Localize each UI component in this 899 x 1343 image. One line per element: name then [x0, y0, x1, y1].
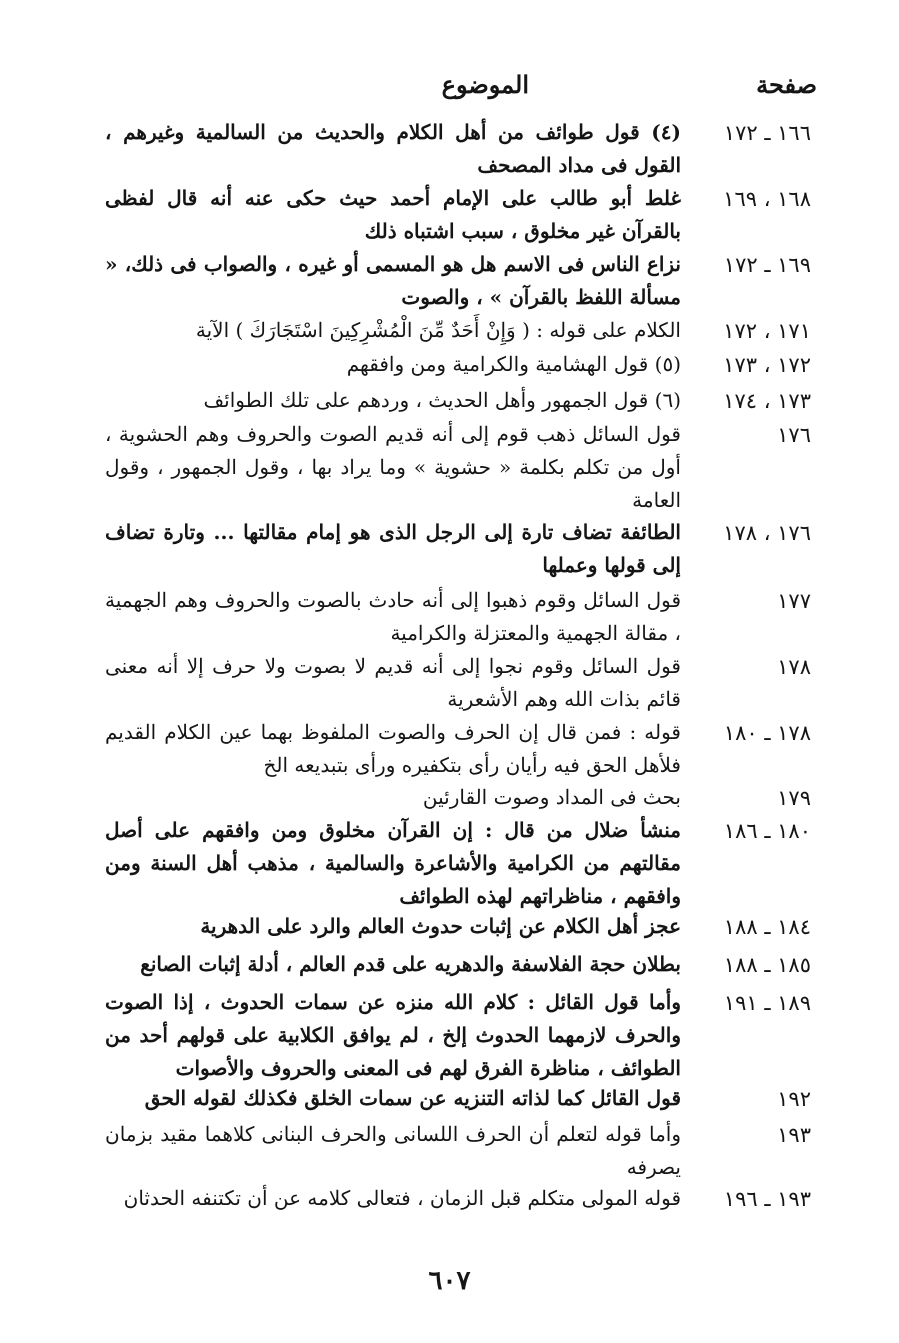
entry-text: قول القائل كما لذاته التنزيه عن سمات الخلق فكذلك لقوله الحق [144, 1086, 681, 1110]
entry-pages: ١٧٧ [777, 589, 811, 613]
page-number: ٦٠٧ [428, 1266, 471, 1296]
entry-pages: ١٧١ ، ١٧٢ [723, 319, 811, 343]
entry-pages: ١٦٨ ، ١٦٩ [723, 187, 811, 211]
entry-pages: ١٦٩ ـ ١٧٢ [723, 253, 811, 277]
entry-text: عجز أهل الكلام عن إثبات حدوث العالم والرد على الدهرية [200, 914, 681, 938]
entry-text: بطلان حجة الفلاسفة والدهريه على قدم العالم ، أدلة إثبات الصانع [140, 952, 681, 976]
entry-text: منشأ ضلال من قال : إن القرآن مخلوق ومن وافقهم على أصل مقالتهم من الكرامية والأشاعرة والسالمية ، مذهب أهل السنة ومن وافقهم ، مناظراتهم لهذه الطوائف [105, 818, 681, 908]
page-column-header: صفحة [756, 70, 817, 99]
topic-column-header: الموضوع [441, 70, 529, 99]
entry-pages: ١٨٤ ـ ١٨٨ [723, 915, 811, 939]
entry-text: وأما قول القائل : كلام الله منزه عن سمات الحدوث ، إذا الصوت والحرف لازمهما الحدوث إلخ ، لم يوافق الكلابية على قولهم أحد من الطوائف ، مناظرة الفرق لهم فى المعنى والحروف والأصوات [105, 990, 681, 1080]
entry-pages: ١٧٨ ـ ١٨٠ [723, 721, 811, 745]
entry-text: قول السائل ذهب قوم إلى أنه قديم الصوت والحروف وهم الحشوية ، أول من تكلم بكلمة « حشوية » وما يراد بها ، وقول الجمهور ، وقول العامة [105, 422, 681, 512]
entry-text: نزاع الناس فى الاسم هل هو المسمى أو غيره ، والصواب فى ذلك، « مسألة اللفظ بالقرآن » ، والصوت [105, 252, 681, 309]
entry-pages: ١٨٥ ـ ١٨٨ [723, 953, 811, 977]
entry-pages: ١٧٣ ، ١٧٤ [723, 389, 811, 413]
entry-pages: ١٨٠ ـ ١٨٦ [723, 819, 811, 843]
entry-pages: ١٩٣ [777, 1123, 811, 1147]
entry-text: بحث فى المداد وصوت القارئين [422, 785, 681, 809]
entry-pages: ١٧٢ ، ١٧٣ [723, 353, 811, 377]
entry-text: (٦) قول الجمهور وأهل الحديث ، وردهم على تلك الطوائف [203, 388, 681, 412]
entry-pages: ١٧٦ ، ١٧٨ [723, 521, 811, 545]
entry-text: وأما قوله لتعلم أن الحرف اللسانى والحرف البنانى كلاهما مقيد بزمان يصرفه [105, 1122, 681, 1179]
entry-text: الكلام على قوله : ( وَإِنْ أَحَدٌ مِّنَ الْمُشْرِكِينَ اسْتَجَارَكَ ) الآية [195, 318, 681, 342]
entry-text: الطائفة تضاف تارة إلى الرجل الذى هو إمام مقالتها ... وتارة تضاف إلى قولها وعملها [105, 520, 681, 577]
entry-text: قول السائل وقوم نجوا إلى أنه قديم لا بصوت ولا حرف إلا أنه معنى قائم بذات الله وهم الأشعرية [105, 654, 681, 711]
entry-pages: ١٩٢ [777, 1087, 811, 1111]
entry-text: (٥) قول الهشامية والكرامية ومن وافقهم [346, 352, 681, 376]
entry-text: قوله المولى متكلم قبل الزمان ، فتعالى كلامه عن أن تكتنفه الحدثان [123, 1186, 681, 1210]
entry-pages: ١٩٣ ـ ١٩٦ [723, 1187, 811, 1211]
entry-text: غلط أبو طالب على الإمام أحمد حيث حكى عنه أنه قال لفظى بالقرآن غير مخلوق ، سبب اشتباه ذلك [105, 186, 681, 243]
entry-pages: ١٧٩ [777, 786, 811, 810]
entry-text: (٤) قول طوائف من أهل الكلام والحديث من السالمية وغيرهم ، القول فى مداد المصحف [105, 120, 681, 177]
entry-pages: ١٧٨ [777, 655, 811, 679]
entry-text: قول السائل وقوم ذهبوا إلى أنه حادث بالصوت والحروف وهم الجهمية ، مقالة الجهمية والمعتزلة والكرامية [105, 588, 681, 645]
entry-pages: ١٨٩ ـ ١٩١ [723, 991, 811, 1015]
entry-text: قوله : فمن قال إن الحرف والصوت الملفوظ بهما عين الكلام القديم فلأهل الحق فيه رأيان رأى بتكفيره ورأى بتبديعه الخ [105, 720, 681, 777]
entry-pages: ١٧٦ [777, 423, 811, 447]
entry-pages: ١٦٦ ـ ١٧٢ [723, 121, 811, 145]
